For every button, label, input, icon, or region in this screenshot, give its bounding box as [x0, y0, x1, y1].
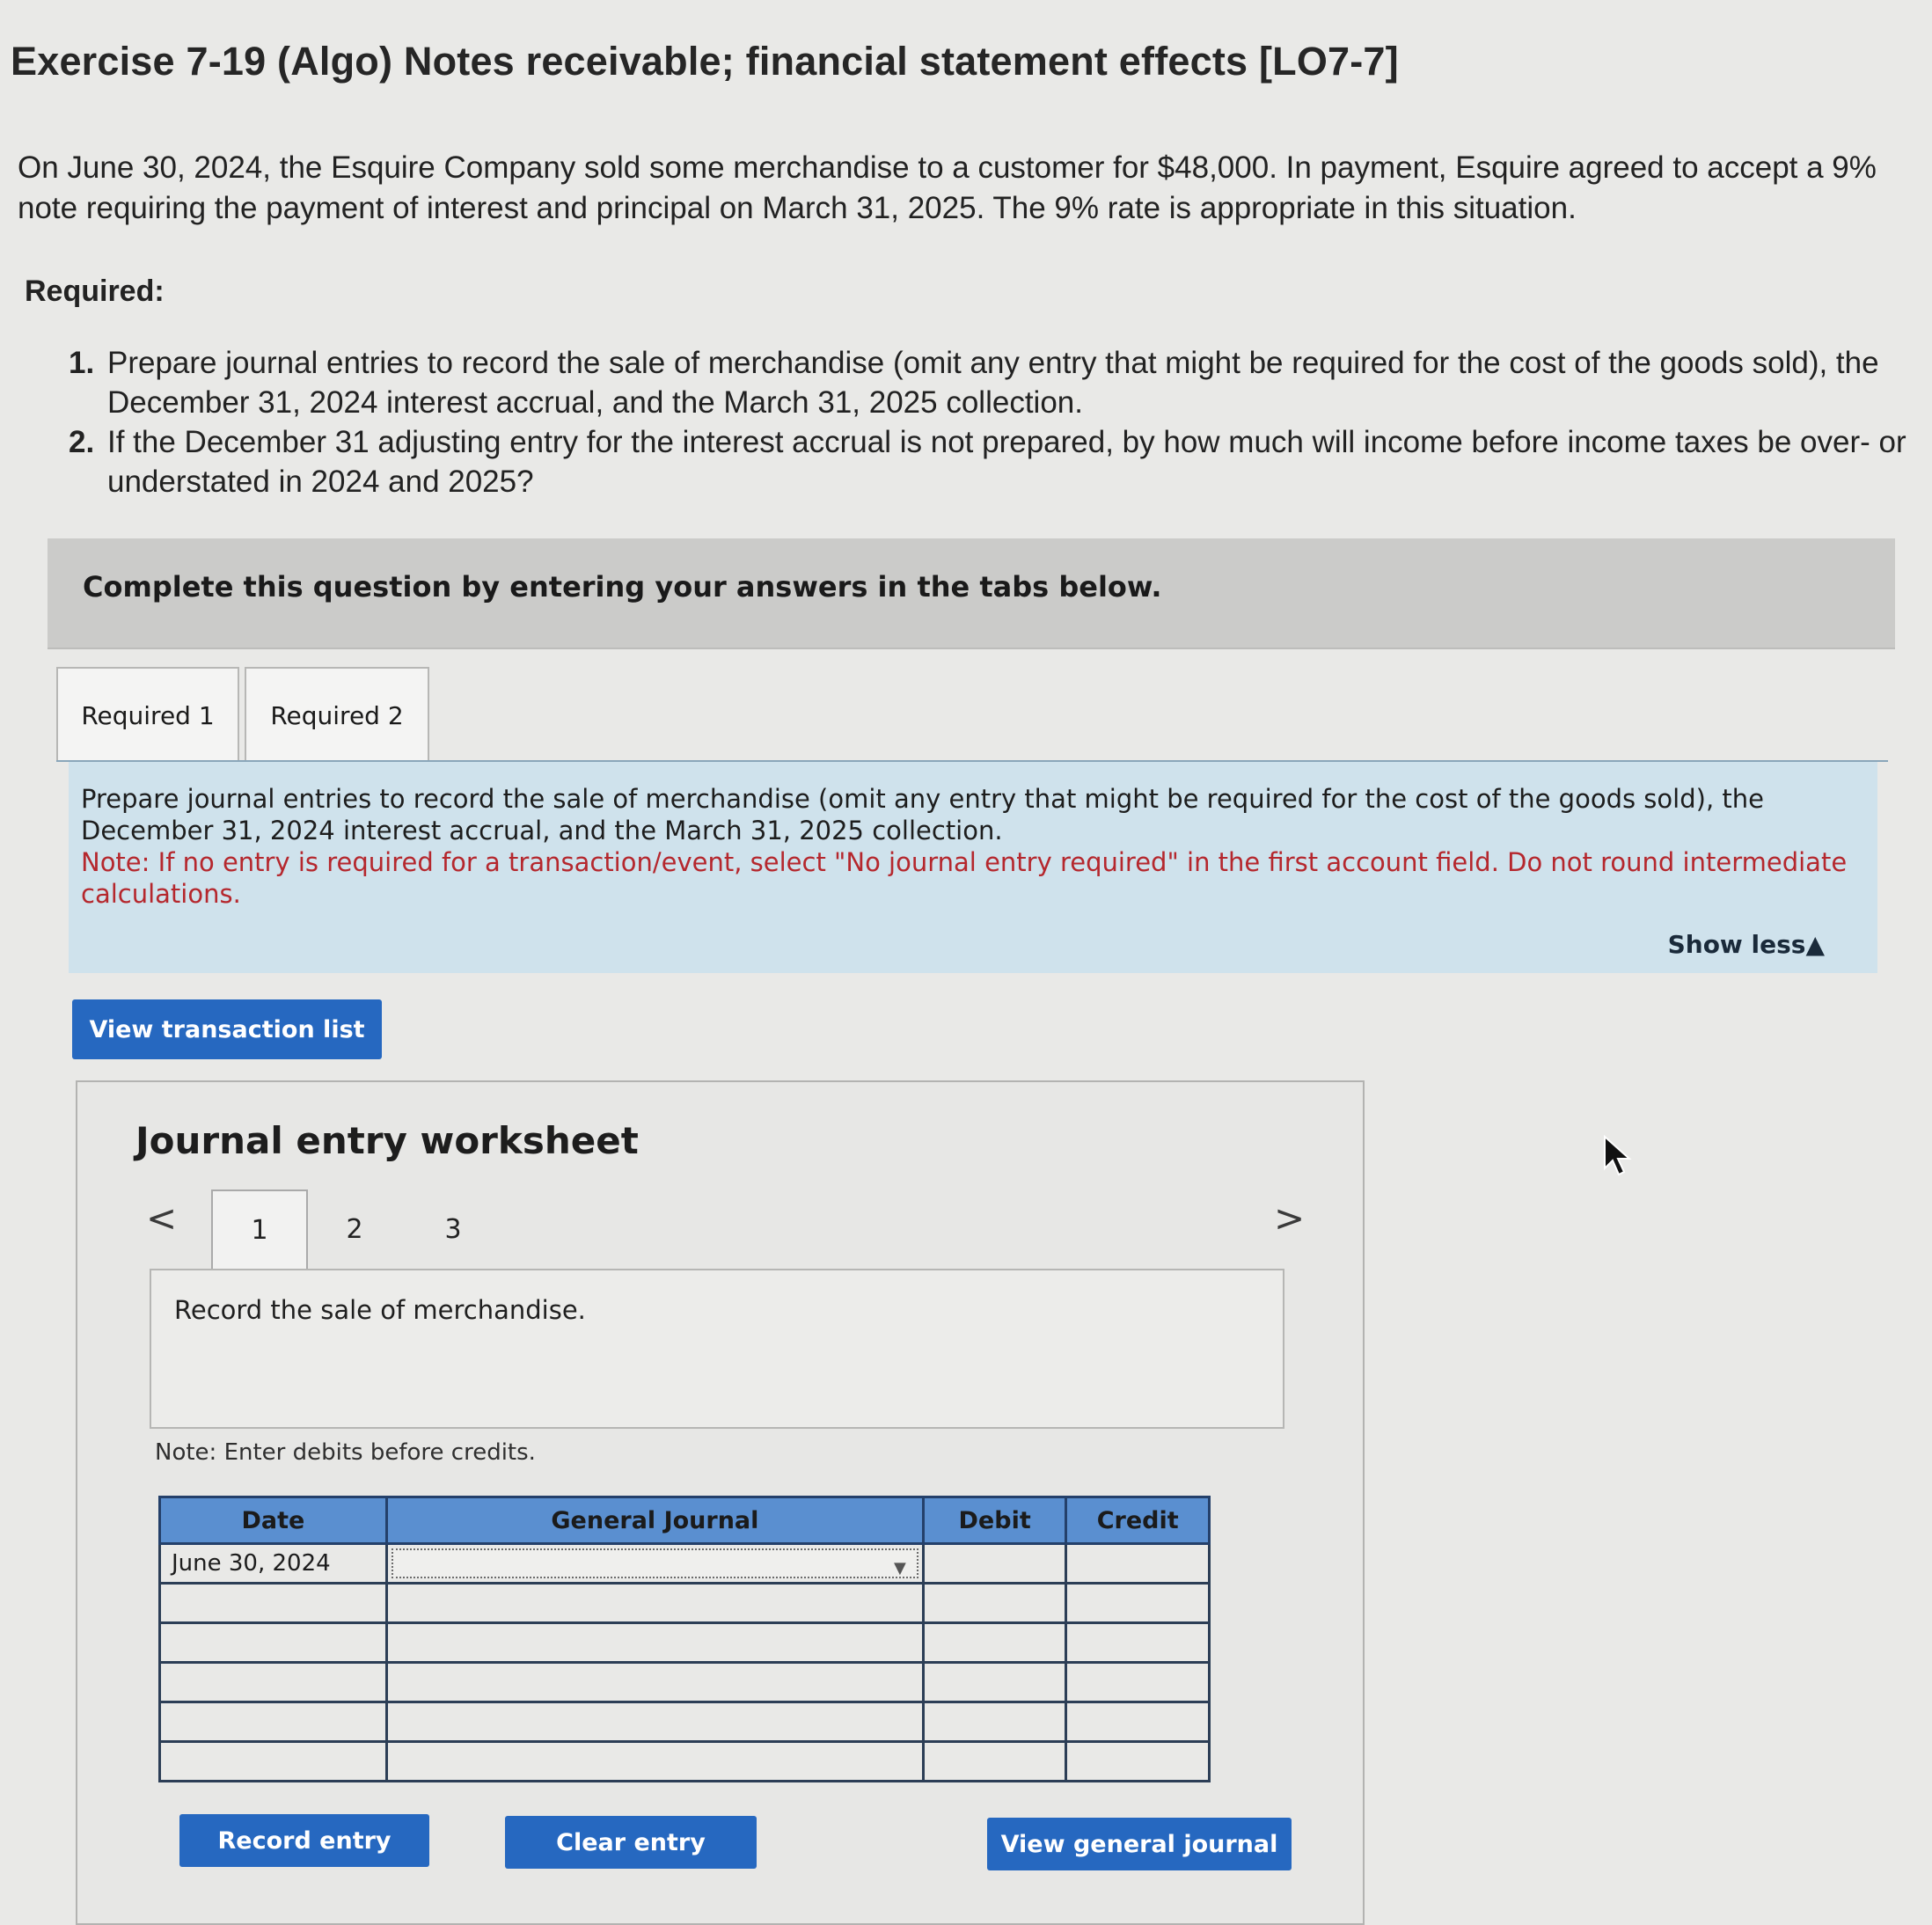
- table-row: [160, 1623, 1210, 1663]
- debit-input[interactable]: [923, 1702, 1066, 1742]
- debits-note: Note: Enter debits before credits.: [155, 1439, 536, 1466]
- credit-input[interactable]: [1066, 1663, 1210, 1702]
- account-select[interactable]: [386, 1623, 923, 1663]
- account-select[interactable]: [386, 1584, 923, 1623]
- next-entry-arrow-icon[interactable]: >: [1274, 1197, 1306, 1240]
- column-header-date: Date: [160, 1497, 387, 1544]
- date-cell[interactable]: [160, 1584, 387, 1623]
- worksheet-title: Journal entry worksheet: [135, 1119, 639, 1162]
- instructions-text: Prepare journal entries to record the sale of merchandise (omit any entry that might be required for the cost of the goods sold), the December 31, 2024 interest accrual, and the March 31, 2025 collection.: [81, 784, 1764, 845]
- tab-required-2[interactable]: Required 2: [245, 667, 429, 762]
- debit-input[interactable]: [923, 1584, 1066, 1623]
- debit-input[interactable]: [923, 1623, 1066, 1663]
- previous-entry-arrow-icon[interactable]: <: [146, 1197, 178, 1240]
- credit-input[interactable]: [1066, 1544, 1210, 1584]
- required-item-text: Prepare journal entries to record the sale of merchandise (omit any entry that might be required for the cost of the goods sold), the December 31, 2024 interest accrual, and the March 31, 2025 collection.: [107, 346, 1879, 420]
- required-item-1: [69, 343, 1916, 422]
- debit-input[interactable]: [923, 1663, 1066, 1702]
- required-item-number: 2.: [69, 425, 95, 459]
- show-less-toggle[interactable]: Show less▲: [1667, 930, 1825, 959]
- date-cell[interactable]: [160, 1742, 387, 1782]
- clear-entry-button[interactable]: Clear entry: [505, 1816, 757, 1869]
- account-select[interactable]: [386, 1702, 923, 1742]
- required-item-2: [69, 422, 1916, 501]
- column-header-general-journal: General Journal: [386, 1497, 923, 1544]
- credit-input[interactable]: [1066, 1623, 1210, 1663]
- view-general-journal-button[interactable]: View general journal: [987, 1818, 1292, 1870]
- entry-tab-3[interactable]: 3: [444, 1213, 462, 1245]
- table-row: [160, 1584, 1210, 1623]
- required-item-number: 1.: [69, 346, 95, 380]
- credit-input[interactable]: [1066, 1702, 1210, 1742]
- required-heading: Required:: [25, 274, 165, 308]
- required-item-text: If the December 31 adjusting entry for the interest accrual is not prepared, by how much will income before income taxes be over- or understated in 2024 and 2025?: [107, 425, 1906, 499]
- debit-input[interactable]: [923, 1742, 1066, 1782]
- tab-instructions-panel: [69, 762, 1877, 973]
- date-cell[interactable]: [160, 1702, 387, 1742]
- table-row: [160, 1742, 1210, 1782]
- date-cell[interactable]: [160, 1663, 387, 1702]
- record-entry-button[interactable]: Record entry: [179, 1814, 429, 1867]
- table-row: [160, 1702, 1210, 1742]
- view-transaction-list-button[interactable]: View transaction list: [72, 999, 382, 1059]
- account-select[interactable]: [386, 1544, 923, 1584]
- account-dropdown[interactable]: [392, 1548, 918, 1578]
- credit-input[interactable]: [1066, 1584, 1210, 1623]
- table-row: [160, 1544, 1210, 1584]
- entry-description: Record the sale of merchandise.: [150, 1269, 1284, 1429]
- required-list: [69, 343, 1916, 501]
- instructions-banner: [48, 538, 1895, 649]
- column-header-credit: Credit: [1066, 1497, 1210, 1544]
- date-cell[interactable]: [160, 1623, 387, 1663]
- journal-table: [158, 1496, 1211, 1782]
- account-select[interactable]: [386, 1742, 923, 1782]
- journal-header-row: [160, 1497, 1210, 1544]
- table-row: [160, 1663, 1210, 1702]
- tab-required-1[interactable]: Required 1: [56, 667, 239, 762]
- entry-tab-2[interactable]: 2: [346, 1213, 363, 1245]
- column-header-debit: Debit: [923, 1497, 1066, 1544]
- mouse-pointer-icon: [1603, 1135, 1633, 1182]
- exercise-title: Exercise 7-19 (Algo) Notes receivable; financial statement effects [LO7-7]: [11, 39, 1399, 84]
- banner-text: Complete this question by entering your answers in the tabs below.: [83, 570, 1162, 604]
- account-select[interactable]: [386, 1663, 923, 1702]
- dropdown-caret-icon[interactable]: ▼: [894, 1559, 906, 1577]
- instructions-note: Note: If no entry is required for a transaction/event, select "No journal entry required" in the first account field. Do not round intermediate calculations.: [81, 847, 1848, 909]
- credit-input[interactable]: [1066, 1742, 1210, 1782]
- problem-statement: On June 30, 2024, the Esquire Company sold some merchandise to a customer for $48,000. In payment, Esquire agreed to accept a 9% note requiring the payment of interest and principal on March 31, 2025. The 9% rate is appropriate in this situation.: [18, 150, 1877, 225]
- entry-tab-1[interactable]: 1: [211, 1189, 308, 1269]
- date-cell[interactable]: June 30, 2024: [160, 1544, 387, 1584]
- debit-input[interactable]: [923, 1544, 1066, 1584]
